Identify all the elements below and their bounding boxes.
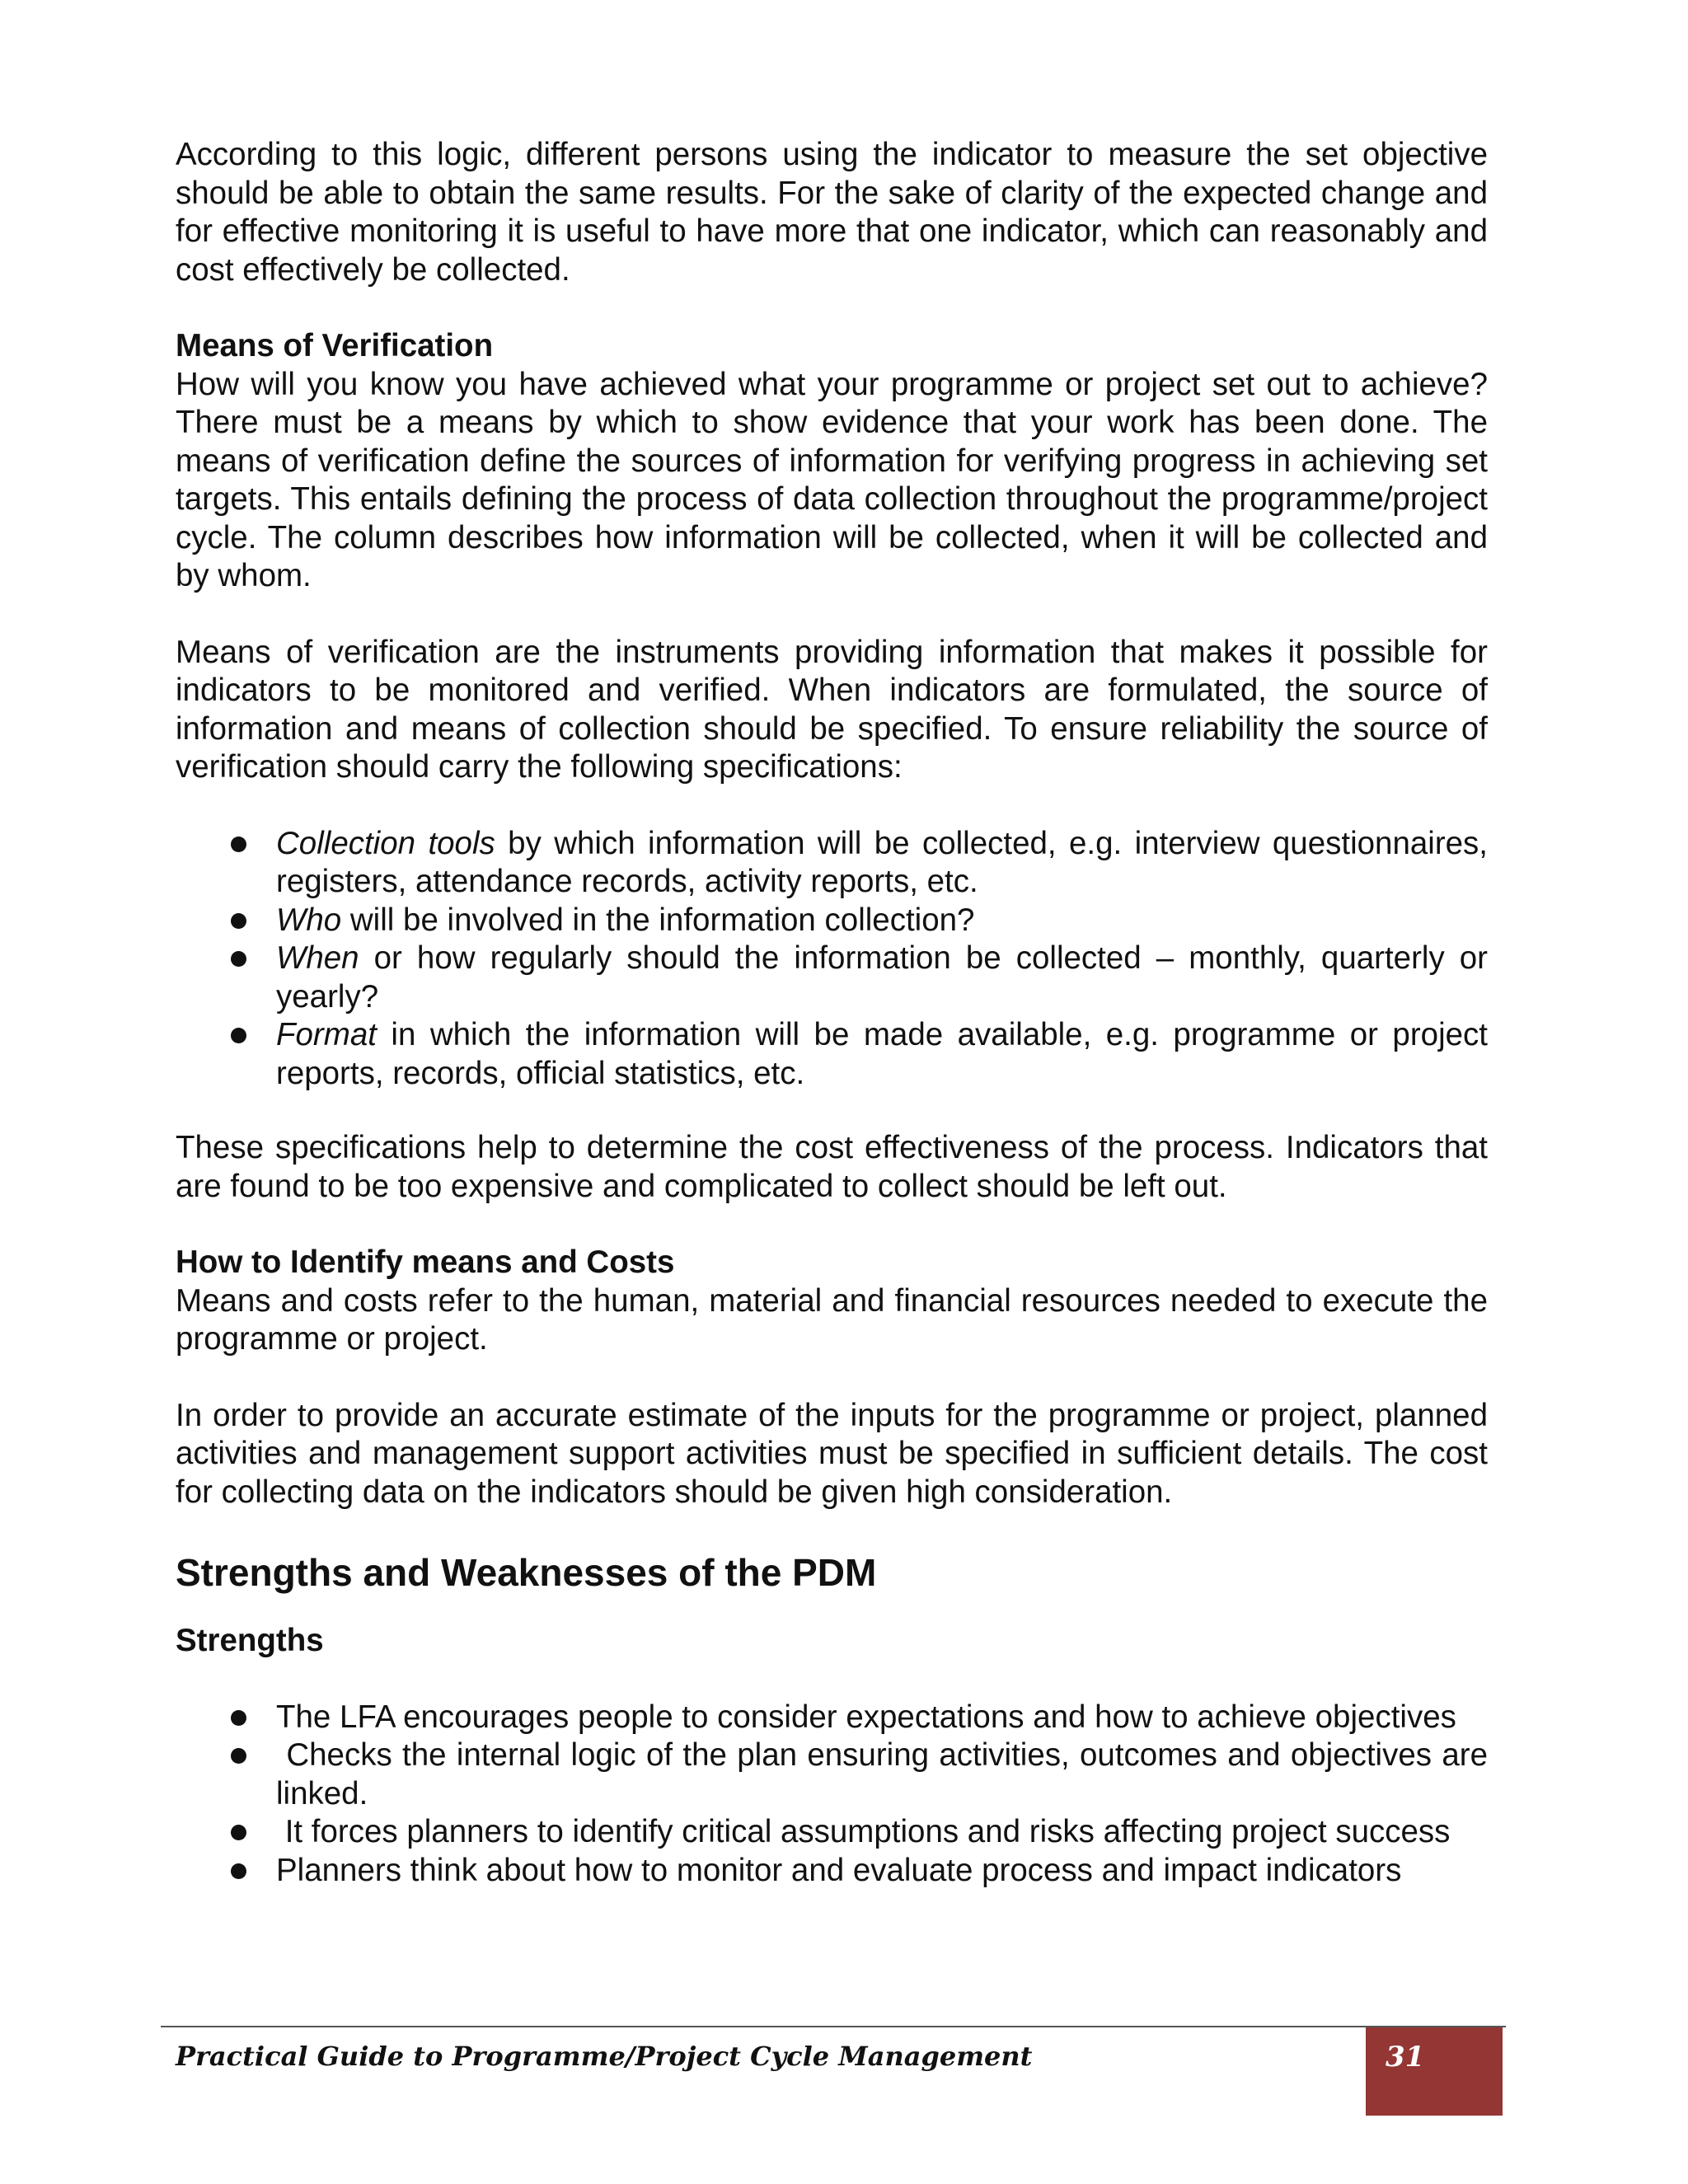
bullet-icon: [231, 951, 246, 967]
bullet-text: will be involved in the information collection?: [341, 902, 975, 938]
footer-divider: [161, 2026, 1506, 2027]
means-and-costs-heading: How to Identify means and Costs: [176, 1244, 675, 1280]
bullet-emphasis: Collection tools: [276, 825, 495, 861]
strengths-weaknesses-heading: Strengths and Weaknesses of the PDM: [176, 1551, 877, 1594]
means-of-verification-heading: Means of Verification: [176, 328, 494, 363]
bullet-text: Checks the internal logic of the plan ensuring activities, outcomes and objectives are linked.: [276, 1737, 1497, 1811]
list-item: [176, 1813, 1488, 1852]
bullet-icon: [231, 1863, 246, 1879]
specification-list: [176, 825, 1488, 1094]
list-item: [176, 1016, 1488, 1093]
list-item: [176, 825, 1488, 902]
page-body: [176, 136, 1497, 1926]
bullet-icon: [231, 1710, 246, 1726]
intro-paragraph: According to this logic, different persons using the indicator to measure the set objective should be able to obtain the same results. For the sake of clarity of the expected change and for effective monitoring it is useful to have more that one indicator, which can reasonably and cost effectively be collected.: [176, 137, 1488, 288]
means-paragraph: How will you know you have achieved what your programme or project set out to achieve? There must be a means by which to show evidence that your work has been done. The means of verification define the sources of information for verifying progress in achieving set targets. This entails defining the process of data collection throughout the programme/project cycle. The column describes how information will be collected, when it will be collected and by whom.: [176, 366, 1488, 593]
bullet-text: in which the information will be made available, e.g. programme or project reports, records, official statistics, etc.: [276, 1017, 1488, 1091]
bullet-emphasis: When: [276, 940, 359, 976]
bullet-emphasis: Format: [276, 1017, 377, 1052]
bullet-text: Planners think about how to monitor and evaluate process and impact indicators: [276, 1852, 1402, 1888]
bullet-icon: [231, 1825, 246, 1840]
estimate-paragraph: In order to provide an accurate estimate of the inputs for the programme or project, planned activities and management support activities must be specified in sufficient details. The cost for collecting data on the indicators should be given high consideration.: [176, 1397, 1488, 1510]
means-and-costs-paragraph: Means and costs refer to the human, material and financial resources needed to execute the programme or project.: [176, 1282, 1488, 1357]
list-item: [176, 940, 1488, 1016]
bullet-icon: [231, 837, 246, 852]
strengths-heading: Strengths: [176, 1623, 324, 1658]
bullet-text: or how regularly should the information be collected – monthly, quarterly or yearly?: [276, 940, 1488, 1015]
bullet-text: The LFA encourages people to consider expectations and how to achieve objectives: [276, 1699, 1456, 1735]
bullet-text: It forces planners to identify critical assumptions and risks affecting project success: [276, 1814, 1451, 1849]
page-number-box: [1366, 2027, 1503, 2116]
bullet-icon: [231, 1748, 246, 1764]
list-item: [176, 1736, 1497, 1813]
bullet-icon: [231, 913, 246, 929]
list-item: [176, 902, 1488, 940]
list-item: [176, 1699, 1488, 1737]
cost-effectiveness-paragraph: These specifications help to determine the cost effectiveness of the process. Indicators that are found to be too expensive and complicated to collect should be left out.: [176, 1130, 1488, 1204]
verification-paragraph: Means of verification are the instruments providing information that makes it possible for indicators to be monitored and verified. When indicators are formulated, the source of information and means of collection should be specified. To ensure reliability the source of verification should carry the following specifications:: [176, 634, 1488, 785]
footer-title: Practical Guide to Programme/Project Cycle Management: [176, 2041, 1033, 2072]
bullet-emphasis: Who: [276, 902, 342, 938]
strengths-list: [176, 1699, 1497, 1891]
page-number: 31: [1386, 2041, 1425, 2074]
list-item: [176, 1852, 1488, 1891]
bullet-text: by which information will be collected, e.g. interview questionnaires, registers, attendance records, activity reports, etc.: [276, 825, 1489, 899]
bullet-icon: [231, 1028, 246, 1043]
